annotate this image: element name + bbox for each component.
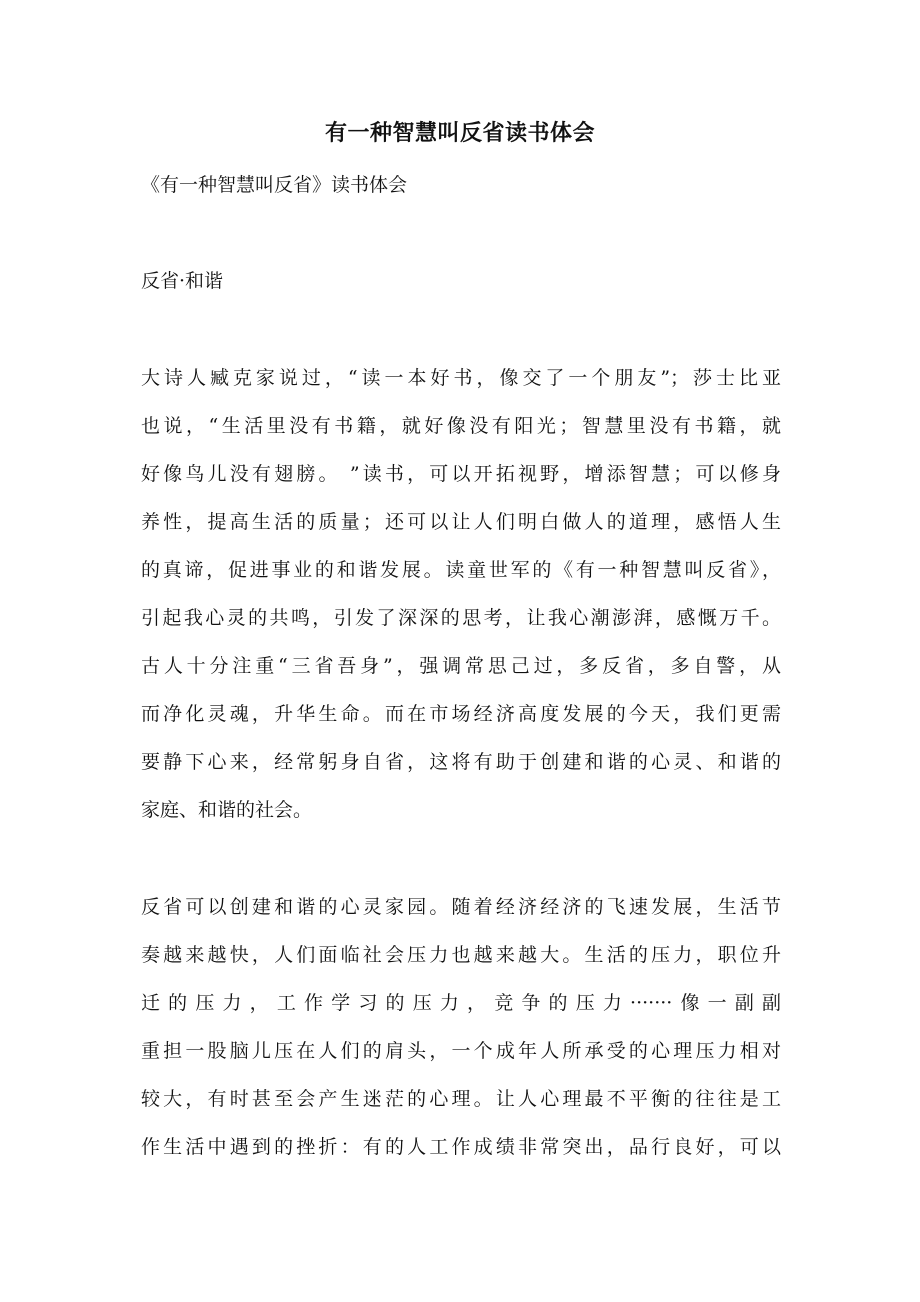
paragraph-line: 要静下心来，经常躬身自省，这将有助于创建和谐的心灵、和谐的	[141, 751, 781, 773]
paragraph	[141, 354, 781, 834]
paragraph-line: 较大，有时甚至会产生迷茫的心理。让人心理最不平衡的往往是工	[141, 1088, 781, 1110]
paragraph-line: 作生活中遇到的挫折：有的人工作成绩非常突出，品行良好，可以	[141, 1136, 781, 1158]
paragraph-line: 养性，提高生活的质量；还可以让人们明白做人的道理，感悟人生	[141, 511, 781, 533]
paragraph	[141, 883, 781, 1171]
paragraph-line: 重担一股脑儿压在人们的肩头，一个成年人所承受的心理压力相对	[141, 1040, 781, 1062]
paragraph-line: 而净化灵魂，升华生命。而在市场经济高度发展的今天，我们更需	[141, 703, 781, 725]
paragraph-line: 好像鸟儿没有翅膀。 ”读书，可以开拓视野，增添智慧；可以修身	[141, 463, 781, 485]
paragraph-line: 也说，“生活里没有书籍，就好像没有阳光；智慧里没有书籍，就	[141, 415, 781, 437]
paragraph-line: 大诗人臧克家说过，“读一本好书，像交了一个朋友”；莎士比亚	[141, 367, 781, 389]
document-title: 有一种智慧叫反省读书体会	[324, 120, 595, 146]
paragraph-line: 引起我心灵的共鸣，引发了深深的思考，让我心潮澎湃，感慨万千。	[141, 607, 781, 629]
paragraph-line: 反省可以创建和谐的心灵家园。随着经济经济的飞速发展，生活节	[141, 896, 781, 918]
document-subtitle: 《有一种智慧叫反省》读书体会	[141, 174, 408, 196]
section-heading: 反省·和谐	[141, 270, 224, 292]
paragraph-line: 家庭、和谐的社会。	[141, 799, 313, 821]
paragraph-line: 迁的压力，工作学习的压力，竞争的压力·······像一副副	[141, 992, 781, 1014]
paragraph-line: 奏越来越快，人们面临社会压力也越来越大。生活的压力，职位升	[141, 944, 781, 966]
paragraph-line: 古人十分注重“三省吾身”，强调常思己过，多反省，多自警，从	[141, 655, 781, 677]
paragraph-line: 的真谛，促进事业的和谐发展。读童世军的《有一种智慧叫反省》，	[141, 559, 781, 581]
